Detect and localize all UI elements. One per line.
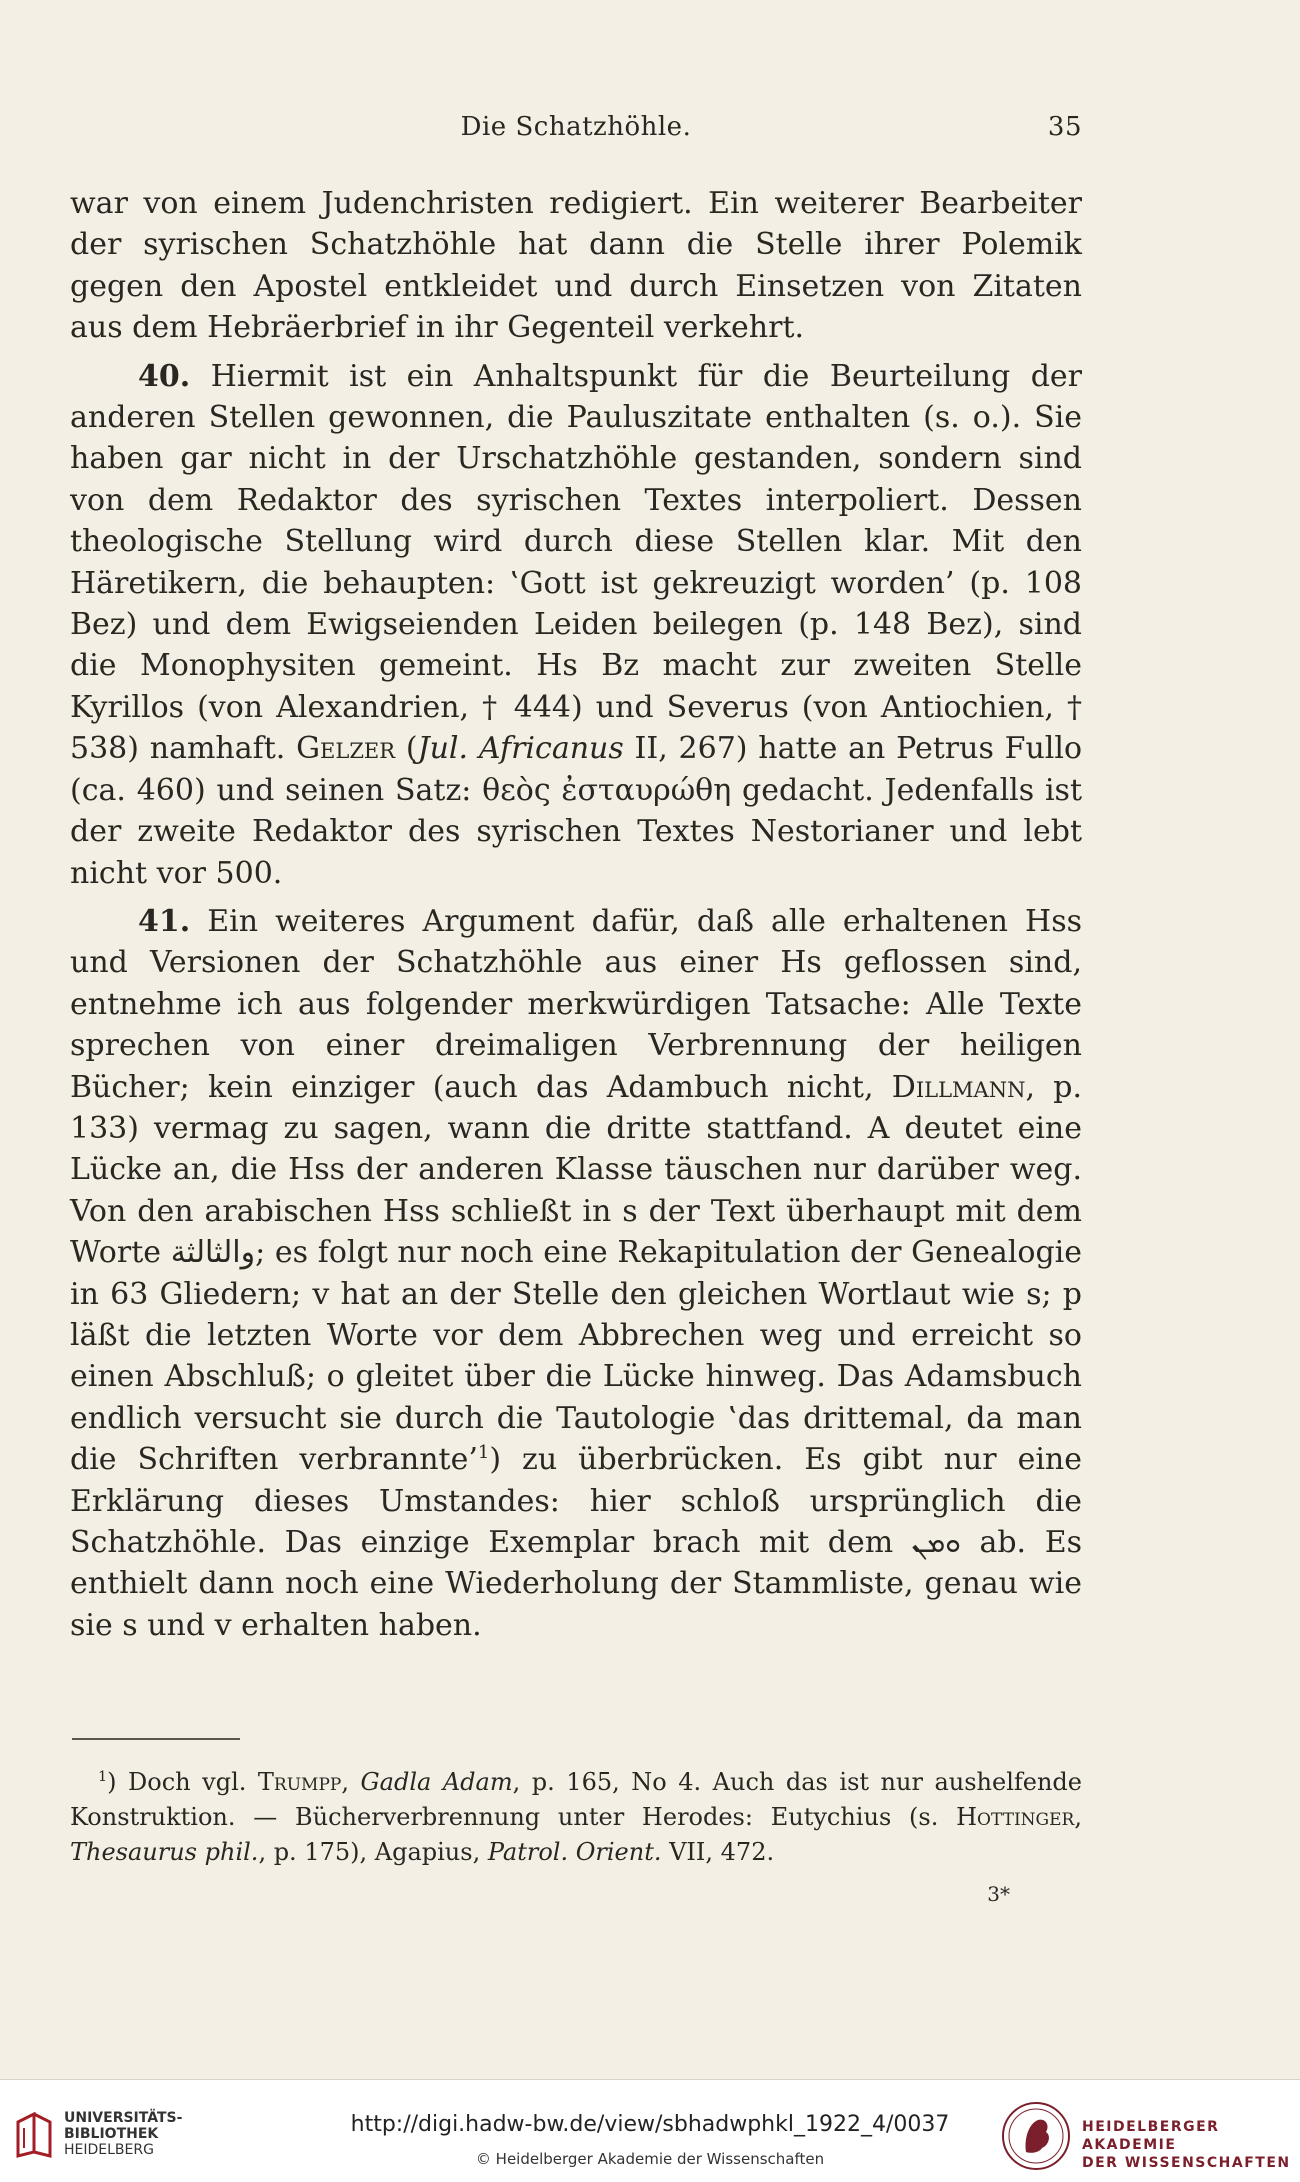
footnote-mark: 1 (98, 1769, 108, 1785)
footnote (70, 1765, 1082, 1870)
paragraph-continuation: war von einem Judenchristen redigiert. Ein weiterer Bearbeiter der syrischen Schatzhöhle hat dann die Stelle ihrer Polemik gegen den Apostel entkleidet und durch Einsetzen von Zitaten aus dem Hebräerbrief in ihr Gegenteil verkehrt. (70, 186, 1082, 346)
author-gelzer: Gelzer (296, 731, 396, 767)
syriac-word: ܘܡܢ (911, 1526, 961, 1559)
copyright-notice: © Heidelberger Akademie der Wissenschaften (475, 2150, 825, 2168)
academy-seal-logo (1000, 2100, 1072, 2172)
section-number-40: 40. (138, 358, 191, 394)
paragraph-41: 41. Ein weiteres Argument dafür, daß alle erhaltenen Hss und Versionen der Schatzhöhle aus einer Hs geflossen sind, entnehme ich aus folgender merkwürdigen Tatsache: Alle Texte sprechen von einer dreimaligen Verbrennung der heiligen Bücher; kein einziger (auch das Adambuch nicht, Dillmann, p. 133) vermag zu sagen, wann die dritte stattfand. A deutet eine Lücke an, die Hss der anderen Klasse täuschen nur darüber weg. Von den arabischen Hss schließt in s der Text überhaupt mit dem Worte والثالثة; es folgt nur noch eine Rekapitulation der Genealogie in 63 Gliedern; v hat an der Stelle den gleichen Wortlaut wie s; p läßt die letzten Worte vor dem Abbrechen weg und erreicht so einen Abschluß; o gleitet über die Lücke hinweg. Das Adamsbuch endlich versucht sie durch die Tautologie ‛das drittemal, da man die Schriften verbrannte’$^1$) zu überbrücken. Es gibt nur eine Erklärung dieses Umstandes: hier schloß ursprünglich die Schatzhöhle. Das einzige Exemplar brach mit dem ܘܡܢ ab. Es enthielt dann noch eine Wiederholung der Stammliste, genau wie sie s und v erhalten haben. (70, 903, 1083, 1643)
viewer-footer (0, 2079, 1300, 2182)
paragraph-40: 40. Hiermit ist ein Anhaltspunkt für die Beurteilung der anderen Stellen gewonnen, die Pauluszitate enthalten (s. o.). Sie haben gar nicht in der Urschatzhöhle gestanden, sondern sind von dem Redaktor des syrischen Textes interpoliert. Dessen theologische Stellung wird durch diese Stellen klar. Mit den Häretikern, die behaupten: ‛Gott ist gekreuzigt worden’ (p. 108 Bez) und dem Ewigseienden Leiden beilegen (p. 148 Bez), sind die Monophysiten gemeint. Hs Bz macht zur zweiten Stelle Kyrillos (von Alexandrien, † 444) und Severus (von Antiochien, † 538) namhaft. Gelzer (Jul. Africanus II, 267) hatte an Petrus Fullo (ca. 460) und seinen Satz: θεὸς ἐσταυρώθη gedacht. Jedenfalls ist der zweite Redaktor des syrischen Textes Nestorianer und lebt nicht vor 500. (70, 358, 1083, 891)
body-text (70, 183, 1082, 1646)
title-jul-africanus: Jul. Africanus (417, 731, 624, 767)
arabic-word: والثالثة (170, 1235, 256, 1271)
library-name: UNIVERSITÄTS- BIBLIOTHEK HEIDELBERG (64, 2110, 183, 2158)
section-number-41: 41. (138, 903, 191, 939)
academy-name: HEIDELBERGER AKADEMIE DER WISSENSCHAFTEN (1082, 2119, 1291, 2171)
page-number: 35 (1047, 112, 1082, 142)
footnote-1: $^1$) Doch vgl. Trumpp, Gadla Adam, p. 165, No 4. Auch das ist nur aushelfende Konstruktion. — Bücherverbrennung unter Herodes: Eutychius (s. Hottinger, Thesaurus phil., p. 175), Agapius, Patrol. Orient. VII, 472. (70, 1768, 1082, 1866)
footnote-reference: 1 (477, 1442, 490, 1464)
permalink-url[interactable]: http://digi.hadw-bw.de/view/sbhadwphkl_1922_4/0037 (350, 2112, 950, 2137)
footnote-rule (72, 1738, 240, 1740)
signature-mark: 3* (987, 1882, 1010, 1906)
running-title: Die Schatzhöhle. (460, 112, 692, 142)
running-header (70, 112, 1082, 152)
author-dillmann: Dillmann (891, 1069, 1026, 1105)
